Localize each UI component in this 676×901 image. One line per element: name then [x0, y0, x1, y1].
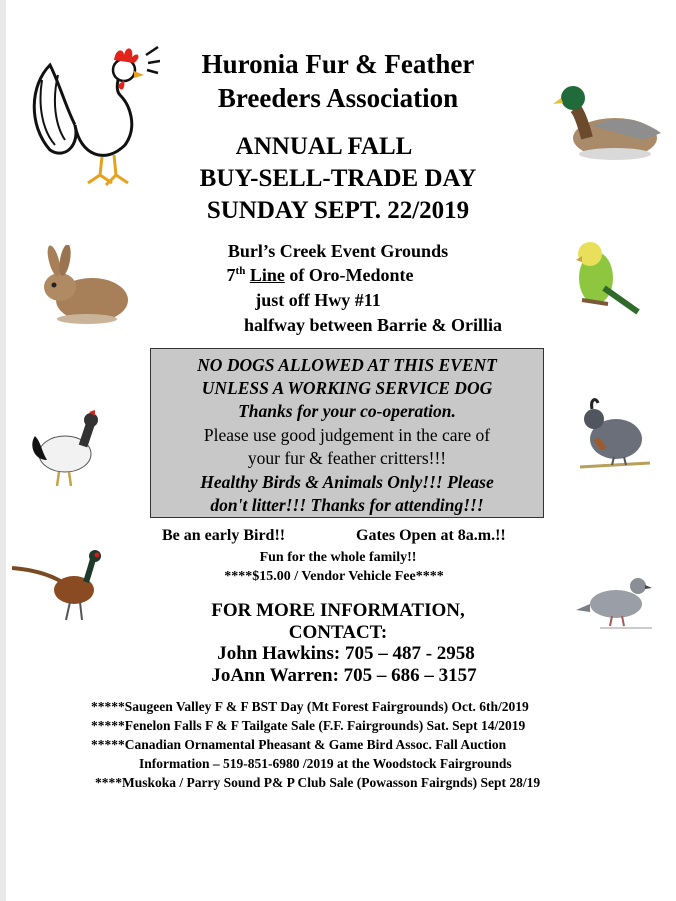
hen-icon [25, 410, 105, 490]
event-item: Information – 519-851-6980 /2019 at the Woodstock Fairgrounds [139, 756, 512, 771]
event-title-line1: ANNUAL FALL [235, 133, 413, 160]
early-bird-text: Be an early Bird!! [162, 527, 286, 544]
notice-box [150, 348, 544, 518]
event-item: ****Muskoka / Parry Sound P& P Club Sale (Powasson Fairgnds) Sept 28/19 [95, 775, 541, 790]
notice-line4: Please use good judgement in the care of [203, 425, 491, 445]
contact-person2: JoAnn Warren: 705 – 686 – 3157 [211, 665, 477, 686]
line-number: 7 [226, 265, 236, 285]
venue-name: Burl’s Creek Event Grounds [227, 241, 449, 261]
org-name-line2: Breeders Association [217, 83, 459, 113]
quail-icon [574, 393, 654, 475]
vendor-fee-text: ****$15.00 / Vendor Vehicle Fee**** [224, 569, 444, 584]
notice-line3: Thanks for your co-operation. [238, 401, 456, 421]
notice-line2: UNLESS A WORKING SERVICE DOG [201, 378, 493, 398]
pigeon-icon [576, 570, 660, 632]
event-title-line2: BUY-SELL-TRADE DAY [199, 165, 477, 192]
line-rest: of Oro-Medonte [284, 265, 414, 285]
contact-person1: John Hawkins: 705 – 487 - 2958 [217, 643, 475, 664]
contact-heading1: FOR MORE INFORMATION, [211, 600, 465, 621]
event-item: *****Saugeen Valley F & F BST Day (Mt Forest Fairgrounds) Oct. 6th/2019 [91, 699, 529, 714]
budgie-icon [568, 238, 642, 318]
notice-line6: Healthy Birds & Animals Only!!! Please [200, 472, 494, 492]
line-suffix: th [235, 265, 246, 277]
mallard-duck-icon [553, 78, 665, 168]
notice-line1: NO DOGS ALLOWED AT THIS EVENT [197, 355, 497, 375]
between-text: halfway between Barrie & Orillia [244, 315, 502, 335]
org-name-line1: Huronia Fur & Feather [201, 49, 475, 79]
highway-text: just off Hwy #11 [255, 290, 381, 310]
rooster-icon [20, 35, 160, 190]
rabbit-icon [32, 245, 132, 327]
pheasant-icon [12, 550, 104, 625]
gates-open-text: Gates Open at 8a.m.!! [356, 527, 506, 544]
event-date: SUNDAY SEPT. 22/2019 [206, 197, 470, 224]
notice-line5: your fur & feather critters!!! [247, 448, 447, 468]
event-item: *****Fenelon Falls F & F Tailgate Sale (F.F. Fairgrounds) Sat. Sept 14/2019 [91, 718, 526, 733]
contact-heading2: CONTACT: [288, 622, 388, 643]
line-word: Line [249, 265, 285, 285]
family-text: Fun for the whole family!! [259, 550, 417, 565]
event-item: *****Canadian Ornamental Pheasant & Game Bird Assoc. Fall Auction [91, 737, 507, 752]
notice-line7: don't litter!!! Thanks for attending!!! [210, 495, 484, 515]
